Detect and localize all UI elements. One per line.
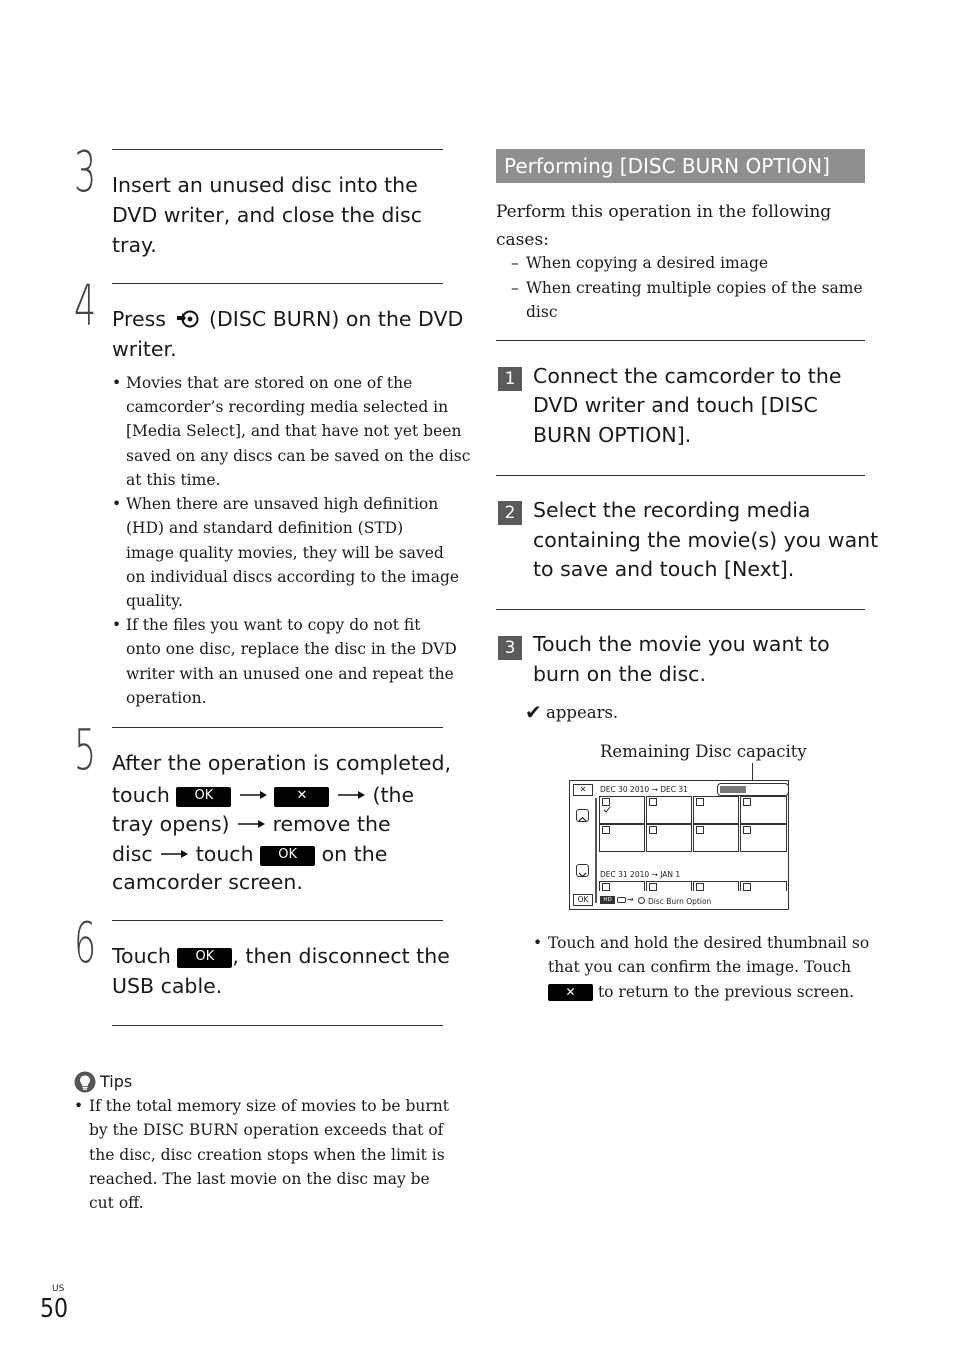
ok-button[interactable]: OK xyxy=(573,894,593,906)
bullet-icon: • xyxy=(112,374,122,392)
step-5-line5: camcorder screen. xyxy=(112,870,303,894)
step-badge: 2 xyxy=(498,501,522,525)
screen-footer-label: Disc Burn Option xyxy=(648,897,712,906)
ok-button[interactable]: OK xyxy=(260,846,315,866)
camcorder-screen xyxy=(569,780,789,910)
bullet-line: onto one disc, replace the disc in the DVD xyxy=(126,640,457,658)
checkbox[interactable] xyxy=(743,883,751,891)
bullet-line: saved on any discs can be saved on the disc xyxy=(126,447,471,465)
checkmark-icon: ✔ xyxy=(525,700,542,724)
case-dash: – xyxy=(511,279,519,297)
callout-label: Remaining Disc capacity xyxy=(600,742,807,761)
step-4-post: (DISC BURN) on the DVD xyxy=(209,307,464,331)
scrollbar[interactable] xyxy=(595,798,597,903)
note-line: Touch and hold the desired thumbnail so xyxy=(548,934,870,952)
bullet-icon: • xyxy=(112,495,122,513)
right-step-3-line: Touch the movie you want to xyxy=(533,632,830,656)
bullet-line: writer with an unused one and repeat the xyxy=(126,665,454,683)
bullet-line: on individual discs according to the image xyxy=(126,568,460,586)
chevron-down-icon xyxy=(577,869,588,880)
right-step-2-line: Select the recording media xyxy=(533,498,811,522)
arrow-right-icon xyxy=(236,807,266,837)
step-5-line4 xyxy=(112,837,387,869)
divider xyxy=(112,283,443,284)
step-4-text xyxy=(112,304,464,337)
close-button[interactable]: ✕ xyxy=(548,984,593,1001)
step-number: 3 xyxy=(74,140,97,205)
close-button[interactable]: ✕ xyxy=(274,787,329,807)
disc-burn-icon xyxy=(176,307,200,337)
step-6-line1 xyxy=(112,941,450,971)
thumbnail[interactable] xyxy=(599,824,645,852)
disc-capacity-bar xyxy=(717,783,789,796)
arrow-right-icon xyxy=(336,778,366,808)
hd-badge: HD xyxy=(600,896,615,904)
case-dash: – xyxy=(511,254,519,272)
right-step-1-line: Connect the camcorder to the xyxy=(533,364,842,388)
step-6-touch: Touch xyxy=(112,944,171,968)
date-range: DEC 31 2010 → JAN 1 xyxy=(600,870,681,879)
bullet-line: (HD) and standard definition (STD) xyxy=(126,519,404,537)
arrow-right-icon xyxy=(159,837,189,867)
thumbnail[interactable] xyxy=(599,881,645,891)
section-heading: Performing [DISC BURN OPTION] xyxy=(496,149,865,183)
page-number: 50 xyxy=(40,1294,69,1324)
date-range: DEC 30 2010 → DEC 31 xyxy=(600,785,688,794)
arrow-right-icon: → xyxy=(627,895,634,904)
step-5-disc: disc xyxy=(112,842,153,866)
media-icon xyxy=(617,897,626,903)
bullet-line: image quality movies, they will be saved xyxy=(126,544,444,562)
appears-text: appears. xyxy=(546,703,619,722)
bullet-line: Movies that are stored on one of the xyxy=(126,374,413,392)
bullet-icon: • xyxy=(533,934,543,952)
step-5-touch2: touch xyxy=(195,842,254,866)
intro-line: Perform this operation in the following xyxy=(496,202,832,222)
bullet-line: [Media Select], and that have not yet been xyxy=(126,422,462,440)
checkbox[interactable] xyxy=(743,826,751,834)
step-6-after: , then disconnect the xyxy=(232,944,450,968)
checkbox[interactable] xyxy=(696,826,704,834)
step-3-text: Insert an unused disc into the DVD writer, and close the disc tray. xyxy=(112,173,422,257)
step-5-tray-opens: tray opens) xyxy=(112,812,230,836)
checkbox[interactable] xyxy=(649,883,657,891)
arrow-right-icon xyxy=(238,778,268,808)
step-6-line2: USB cable. xyxy=(112,974,223,998)
step-5-touch: touch xyxy=(112,783,170,807)
divider xyxy=(112,727,443,728)
ok-button[interactable]: OK xyxy=(177,948,232,968)
step-5-line1: After the operation is completed, xyxy=(112,751,452,775)
tips-line: by the DISC BURN operation exceeds that of xyxy=(89,1121,444,1139)
tips-line: reached. The last movie on the disc may be xyxy=(89,1170,430,1188)
note-line: that you can confirm the image. Touch xyxy=(548,958,852,976)
divider xyxy=(496,475,865,476)
step-number: 6 xyxy=(74,911,97,976)
chevron-up-icon xyxy=(577,814,588,825)
step-4-line2: writer. xyxy=(112,337,177,361)
divider xyxy=(496,340,865,341)
checkbox[interactable] xyxy=(649,826,657,834)
thumbnail[interactable] xyxy=(693,881,739,891)
thumbnail[interactable] xyxy=(740,796,787,824)
scroll-down-button[interactable] xyxy=(576,864,589,877)
checkbox[interactable] xyxy=(696,798,704,806)
thumbnail[interactable] xyxy=(693,824,739,852)
step-5-the: (the xyxy=(372,783,415,807)
thumbnail[interactable] xyxy=(599,796,645,824)
bullet-line: If the files you want to copy do not fit xyxy=(126,616,421,634)
step-4-pre: Press xyxy=(112,307,166,331)
case-line: When copying a desired image xyxy=(526,254,769,272)
tips-line: the disc, disc creation stops when the limit is xyxy=(89,1146,445,1164)
step-5-on-the: on the xyxy=(321,842,388,866)
bullet-line: quality. xyxy=(126,592,183,610)
divider xyxy=(112,1025,443,1026)
thumbnail[interactable] xyxy=(740,881,787,891)
tips-line: cut off. xyxy=(89,1194,144,1212)
checkbox-checked[interactable] xyxy=(602,798,610,806)
step-5-line3 xyxy=(112,807,391,839)
bullet-line: When there are unsaved high definition xyxy=(126,495,439,513)
step-badge: 1 xyxy=(498,367,522,391)
bullet-line: camcorder’s recording media selected in xyxy=(126,398,449,416)
right-step-1-line: BURN OPTION]. xyxy=(533,423,692,447)
disc-capacity-fill xyxy=(720,786,746,793)
thumbnail[interactable] xyxy=(646,796,692,824)
checkbox[interactable] xyxy=(696,883,704,891)
disc-icon xyxy=(638,897,645,904)
thumbnail[interactable] xyxy=(693,796,739,824)
checkbox[interactable] xyxy=(602,826,610,834)
right-step-2-line: containing the movie(s) you want xyxy=(533,528,879,552)
bullet-icon: • xyxy=(112,616,122,634)
thumbnail[interactable] xyxy=(646,881,692,891)
right-step-2-line: to save and touch [Next]. xyxy=(533,557,795,581)
step-number: 5 xyxy=(74,718,97,783)
step-5-line2 xyxy=(112,778,414,810)
divider xyxy=(496,609,865,610)
divider xyxy=(112,920,443,921)
bullet-line: operation. xyxy=(126,689,207,707)
bullet-line: at this time. xyxy=(126,471,221,489)
thumbnail[interactable] xyxy=(740,824,787,852)
ok-button[interactable]: OK xyxy=(176,787,231,807)
case-line: When creating multiple copies of the same xyxy=(526,279,863,297)
checkbox[interactable] xyxy=(743,798,751,806)
checkbox[interactable] xyxy=(602,883,610,891)
note-line xyxy=(548,980,854,1004)
right-step-3-line: burn on the disc. xyxy=(533,662,706,686)
step-badge: 3 xyxy=(498,636,522,660)
note-end: to return to the previous screen. xyxy=(597,983,855,1001)
case-line: disc xyxy=(526,303,558,321)
right-step-1-line: DVD writer and touch [DISC xyxy=(533,393,818,417)
thumbnail[interactable] xyxy=(646,824,692,852)
intro-line: cases: xyxy=(496,230,549,250)
close-button[interactable]: ✕ xyxy=(573,784,593,796)
scroll-up-button[interactable] xyxy=(576,809,589,822)
step-number: 4 xyxy=(74,274,97,339)
step-5-remove: remove the xyxy=(272,812,391,836)
divider xyxy=(112,149,443,150)
bullet-icon: • xyxy=(74,1097,84,1115)
tips-label: Tips xyxy=(100,1072,133,1091)
tips-line: If the total memory size of movies to be burnt xyxy=(89,1097,450,1115)
checkbox[interactable] xyxy=(649,798,657,806)
page-region: US xyxy=(52,1284,65,1294)
